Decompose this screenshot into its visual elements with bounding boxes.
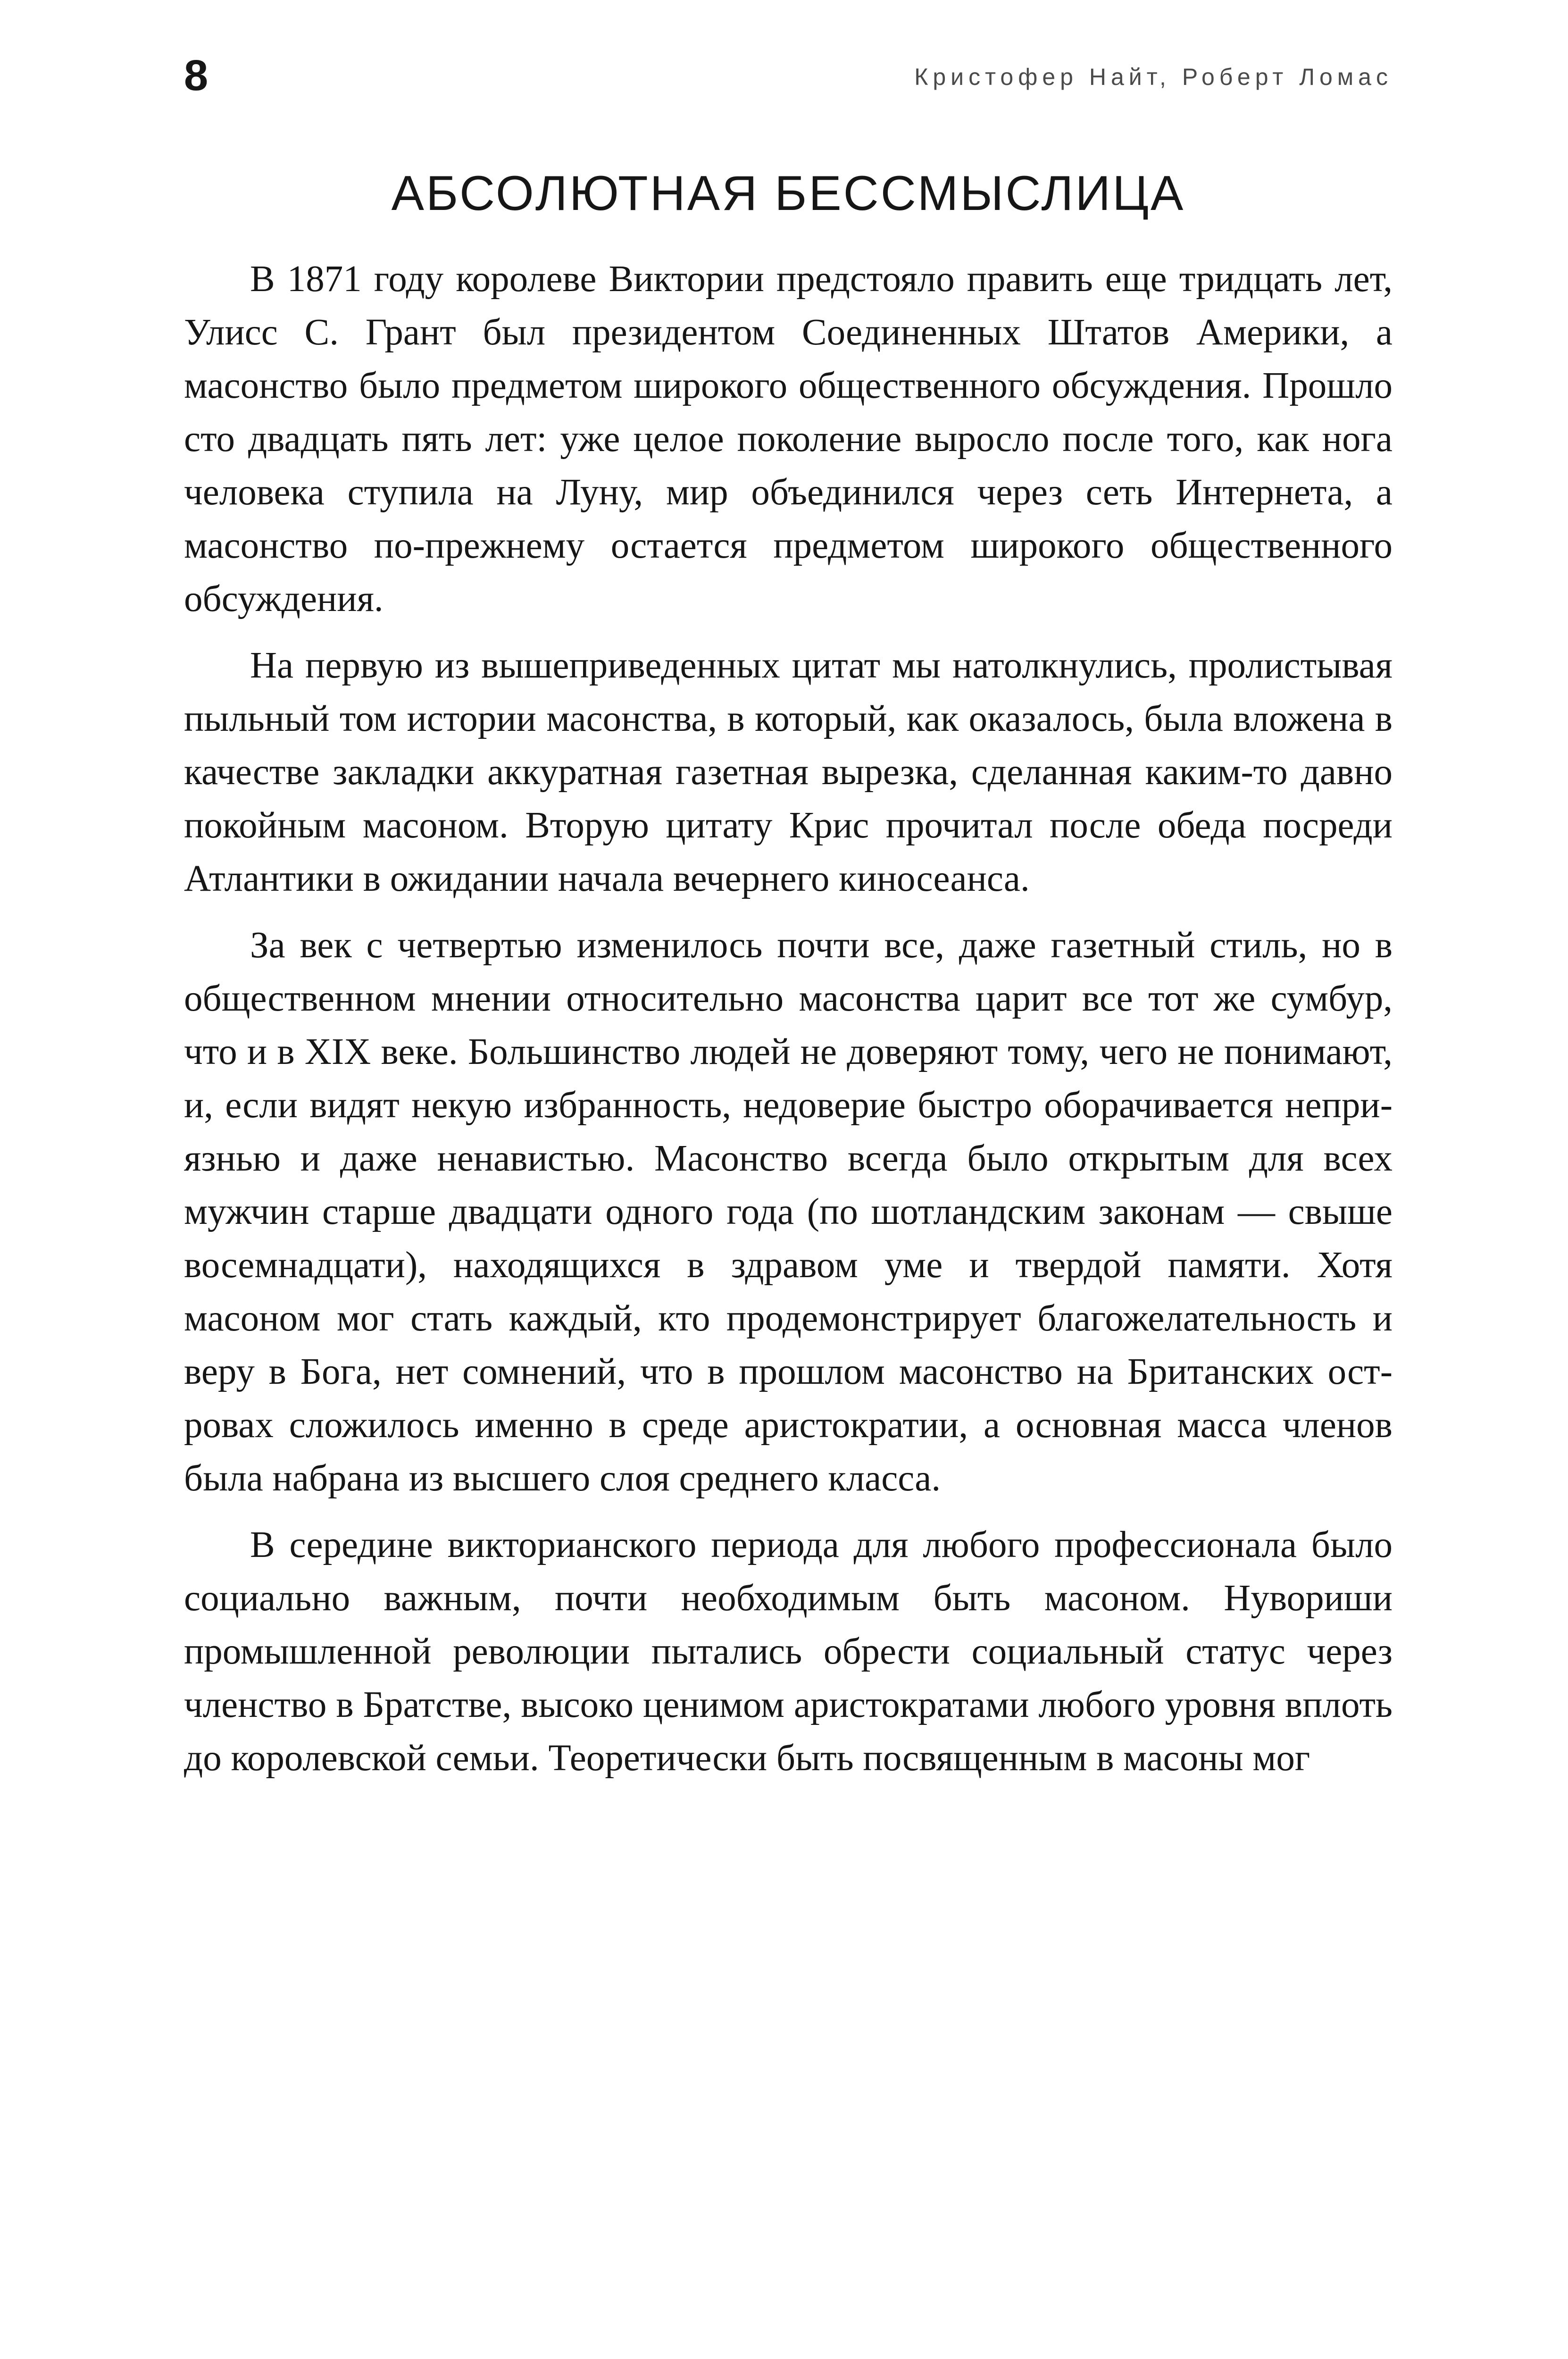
body-text [184, 252, 1393, 1798]
paragraph-1: В 1871 году королеве Виктории предстояло править еще тридцать лет, Улисс С. Грант был президентом Соединенных Штатов Америки, а масонство было предметом широкого общественного обсуждения. Прошло сто двадцать пять лет: уже целое поколение выросло после того, как нога человека ступила на Луну, мир объединился через сеть Интернета, а масонство по-прежнему остается предметом широкого общественного обсуждения. [184, 259, 1393, 619]
paragraph-2: На первую из вышеприведенных цитат мы натолкнулись, пролистывая пыльный том истории масонства, в который, как оказалось, была вложена в качестве закладки аккуратная газетная вырезка, сделанная каким-то давно покойным масоном. Вторую цитату Крис прочитал после обеда посреди Атлантики в ожидании начала вечернего киносеанса. [184, 645, 1393, 899]
paragraph-3: За век с четвертью изменилось почти все, даже газетный стиль, но в общественном мнении относительно масонства царит все тот же сумбур, что и в XIX веке. Большинство людей не доверяют тому, чего не понимают, и, если видят некую избранность, недоверие быстро оборачивается неприязнью и даже ненавистью. Масонство всегда было открытым для всех мужчин старше двадцати одного года (по шотландским законам — свыше восемнадцати), находящихся в здравом уме и твердой памяти. Хотя масоном мог стать каждый, кто продемонстрирует благожелательность и веру в Бога, нет сомнений, что в прошлом масонство на Британских островах сложилось именно в среде аристократии, а основная масса членов была набрана из высшего слоя среднего класса. [184, 925, 1393, 1499]
running-header [184, 47, 1393, 104]
paragraph-4: В середине викторианского периода для любого профессионала было социально важным, почти необходимым быть масоном. Нувориши промышленной революции пытались обрести социальный статус через членство в Братстве, высоко ценимом аристократами любого уровня вплоть до королевской семьи. Теоретически быть посвященным в масоны мог [184, 1524, 1393, 1779]
header-authors: Кристофер Найт, Роберт Ломас [914, 64, 1393, 90]
chapter-title: АБСОЛЮТНАЯ БЕССМЫСЛИЦА [391, 166, 1185, 221]
page-number: 8 [184, 51, 209, 100]
